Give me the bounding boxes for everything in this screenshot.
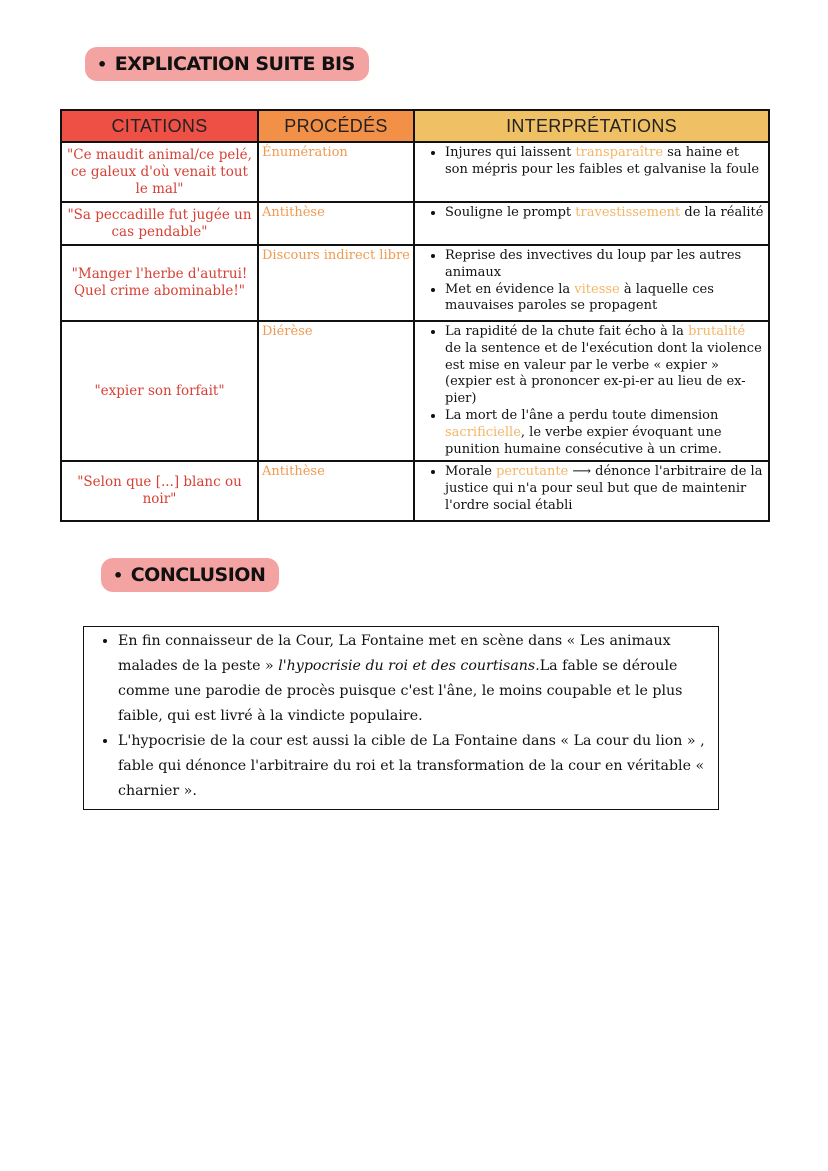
interpretation-text: La mort de l'âne a perdu toute dimension <box>445 407 719 423</box>
procede-cell: Antithèse <box>258 461 414 521</box>
table-row <box>61 142 769 202</box>
interpretation-item <box>445 282 764 316</box>
procede-cell: Discours indirect libre <box>258 245 414 321</box>
interpretation-cell <box>414 202 769 245</box>
highlighted-word: vitesse <box>574 281 620 297</box>
procede-cell: Diérèse <box>258 321 414 461</box>
section-title-conclusion <box>101 558 279 592</box>
header-interpretations: INTERPRÉTATIONS <box>414 110 769 142</box>
highlighted-word: travestissement <box>575 205 681 220</box>
conclusion-item <box>118 629 710 729</box>
interpretation-text: sa haine et son mépris pour les faibles et galvanise la foule <box>445 145 760 177</box>
interpretation-text: de la sentence et de l'exécution dont la violence est mise en valeur par le verbe « expier » (expier est à prononcer ex-pi-er au lieu de ex-pier) <box>445 340 762 407</box>
conclusion-item <box>118 729 710 804</box>
table-row <box>61 321 769 461</box>
interpretation-text: Reprise des invectives du loup par les autres animaux <box>445 248 742 280</box>
citation-cell: "Ce maudit animal/ce pelé, ce galeux d'où venait tout le mal" <box>61 142 258 202</box>
interpretation-item <box>445 408 764 458</box>
bullet-icon: • <box>97 54 107 74</box>
interpretation-list <box>423 324 764 458</box>
interpretation-cell <box>414 245 769 321</box>
analysis-table <box>60 109 770 522</box>
conclusion-box <box>83 626 719 810</box>
interpretation-cell <box>414 321 769 461</box>
section-title-explication <box>85 47 369 81</box>
citation-cell: "Sa peccadille fut jugée un cas pendable" <box>61 202 258 245</box>
citation-cell: "Manger l'herbe d'autrui! Quel crime abominable!" <box>61 245 258 321</box>
interpretation-list <box>423 145 764 179</box>
section-title-text: CONCLUSION <box>130 564 266 586</box>
interpretation-text: Souligne le prompt <box>445 205 576 220</box>
conclusion-text: En fin connaisseur de la Cour, La Fontaine met en scène dans « Les animaux malades de la peste » <box>118 633 671 674</box>
procede-cell: Antithèse <box>258 202 414 245</box>
highlighted-word: brutalité <box>688 324 746 339</box>
table-header-row <box>61 110 769 142</box>
interpretation-text: , le verbe expier évoquant une punition humaine consécutive à un crime. <box>445 424 722 457</box>
highlighted-word: percutante <box>496 464 569 480</box>
interpretation-item <box>445 464 764 514</box>
interpretation-item <box>445 205 764 222</box>
highlighted-word: sacrificielle <box>445 424 521 440</box>
interpretation-item <box>445 248 764 282</box>
interpretation-list <box>423 248 764 315</box>
interpretation-text: de la réalité <box>680 205 764 220</box>
interpretation-cell <box>414 142 769 202</box>
interpretation-item <box>445 145 764 179</box>
interpretation-text: Morale <box>445 464 497 480</box>
citation-cell: "Selon que [...] blanc ou noir" <box>61 461 258 521</box>
interpretation-text: à laquelle ces mauvaises paroles se propagent <box>445 281 714 314</box>
interpretation-list <box>423 464 764 514</box>
section-title-text: EXPLICATION SUITE BIS <box>114 53 355 75</box>
interpretation-text: La rapidité de la chute fait écho à la <box>445 324 689 339</box>
interpretation-item <box>445 324 764 408</box>
conclusion-list <box>94 629 710 804</box>
interpretation-cell <box>414 461 769 521</box>
interpretation-text: Injures qui laissent <box>445 145 576 160</box>
interpretation-text: Met en évidence la <box>445 281 575 297</box>
citation-cell: "expier son forfait" <box>61 321 258 461</box>
bullet-icon: • <box>113 565 123 585</box>
table-row <box>61 202 769 245</box>
conclusion-text: L'hypocrisie de la cour est aussi la cible de La Fontaine dans « La cour du lion » , fable qui dénonce l'arbitraire du roi et la transformation de la cour en véritable « charnier ». <box>118 733 705 799</box>
conclusion-text: La fable se déroule comme une parodie de procès puisque c'est l'âne, le moins coupable et le plus faible, qui est livré à la vindicte populaire. <box>118 658 683 724</box>
header-citations: CITATIONS <box>61 110 258 142</box>
table-row <box>61 461 769 521</box>
header-procedes: PROCÉDÉS <box>258 110 414 142</box>
interpretation-list <box>423 205 764 222</box>
emphasized-text: l'hypocrisie du roi et des courtisans. <box>278 658 540 674</box>
procede-cell: Énumération <box>258 142 414 202</box>
interpretation-text: ⟶ dénonce l'arbitraire de la justice qui n'a pour seul but que de maintenir l'ordre social établi <box>445 464 763 513</box>
table-row <box>61 245 769 321</box>
highlighted-word: transparaître <box>575 145 664 160</box>
